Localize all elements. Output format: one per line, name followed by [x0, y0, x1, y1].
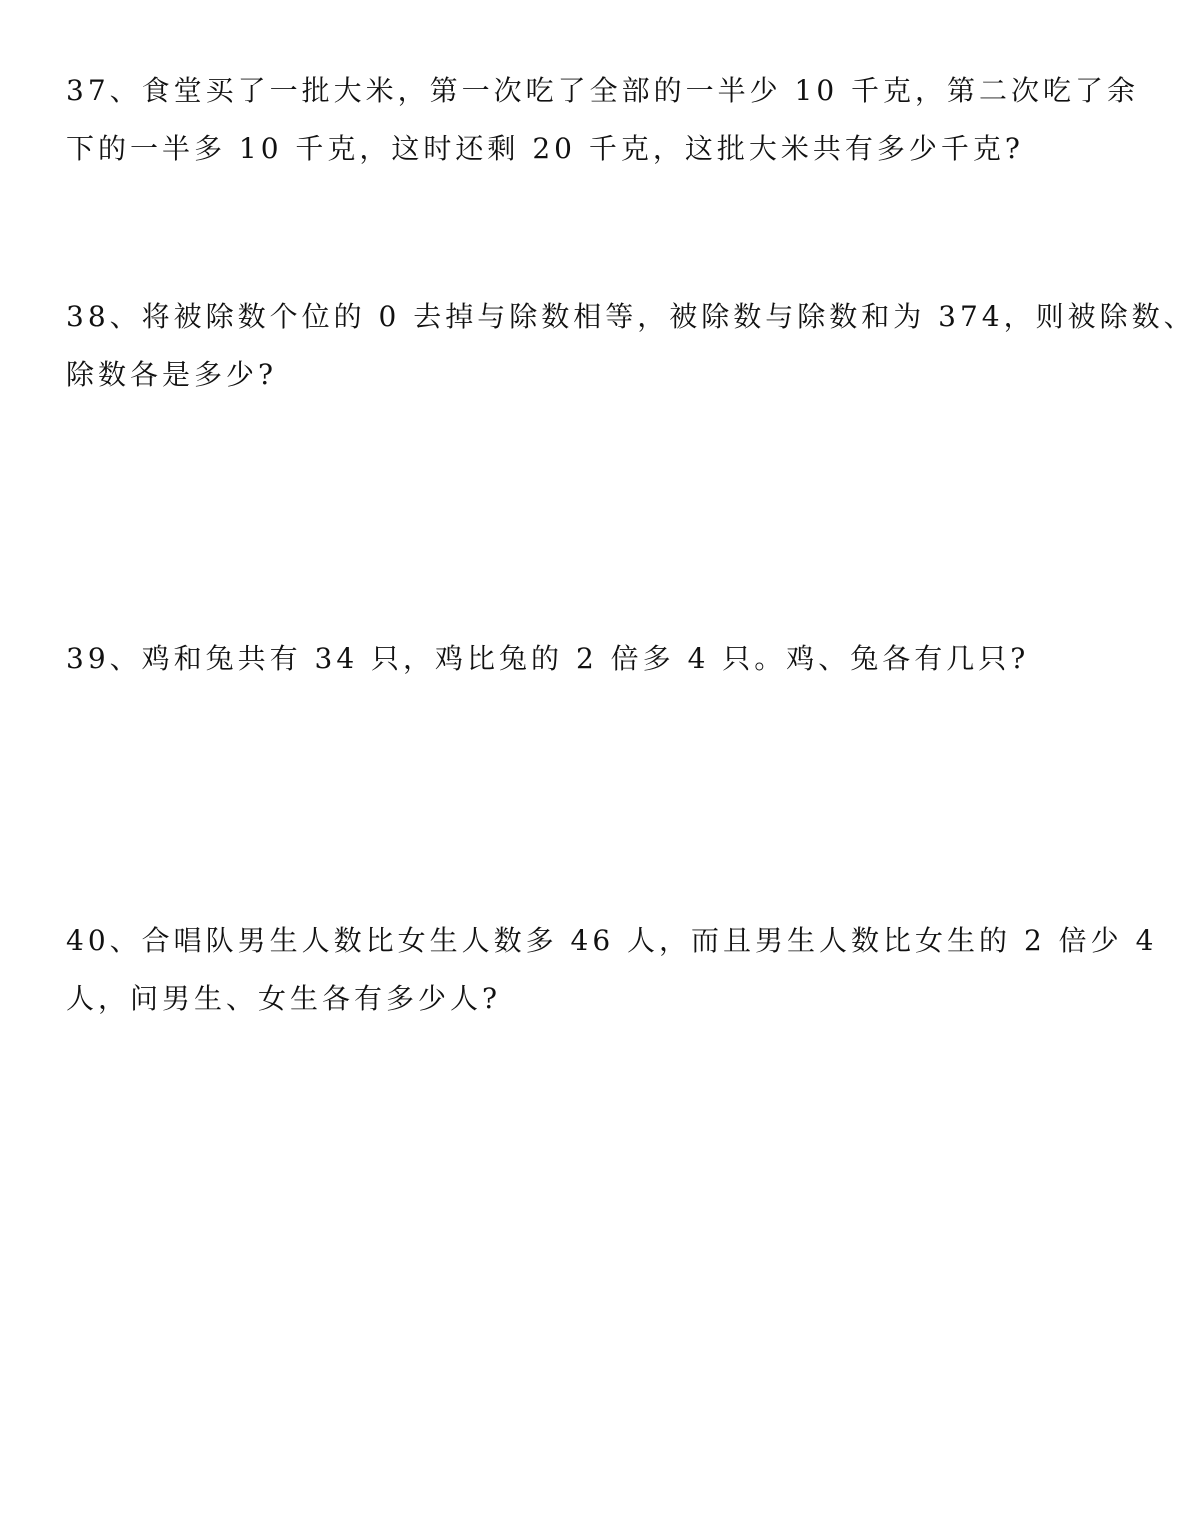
problem-text-line: 37、食堂买了一批大米，第一次吃了全部的一半少 10 千克，第二次吃了余 [66, 74, 1140, 107]
problem-38 [66, 288, 1196, 404]
problem-40 [66, 912, 1158, 1028]
problem-text-line: 人，问男生、女生各有多少人? [66, 982, 502, 1015]
problem-text-line: 38、将被除数个位的 0 去掉与除数相等，被除数与除数和为 374，则被除数、 [66, 300, 1196, 333]
problem-text-line: 40、合唱队男生人数比女生人数多 46 人，而且男生人数比女生的 2 倍少 4 [66, 924, 1158, 957]
problem-text-line: 39、鸡和兔共有 34 只，鸡比兔的 2 倍多 4 只。鸡、兔各有几只? [66, 642, 1030, 675]
problem-text-line: 除数各是多少? [66, 358, 278, 391]
problem-text-line: 下的一半多 10 千克，这时还剩 20 千克，这批大米共有多少千克? [66, 132, 1024, 165]
problem-39 [66, 630, 1030, 688]
problem-37 [66, 62, 1140, 178]
